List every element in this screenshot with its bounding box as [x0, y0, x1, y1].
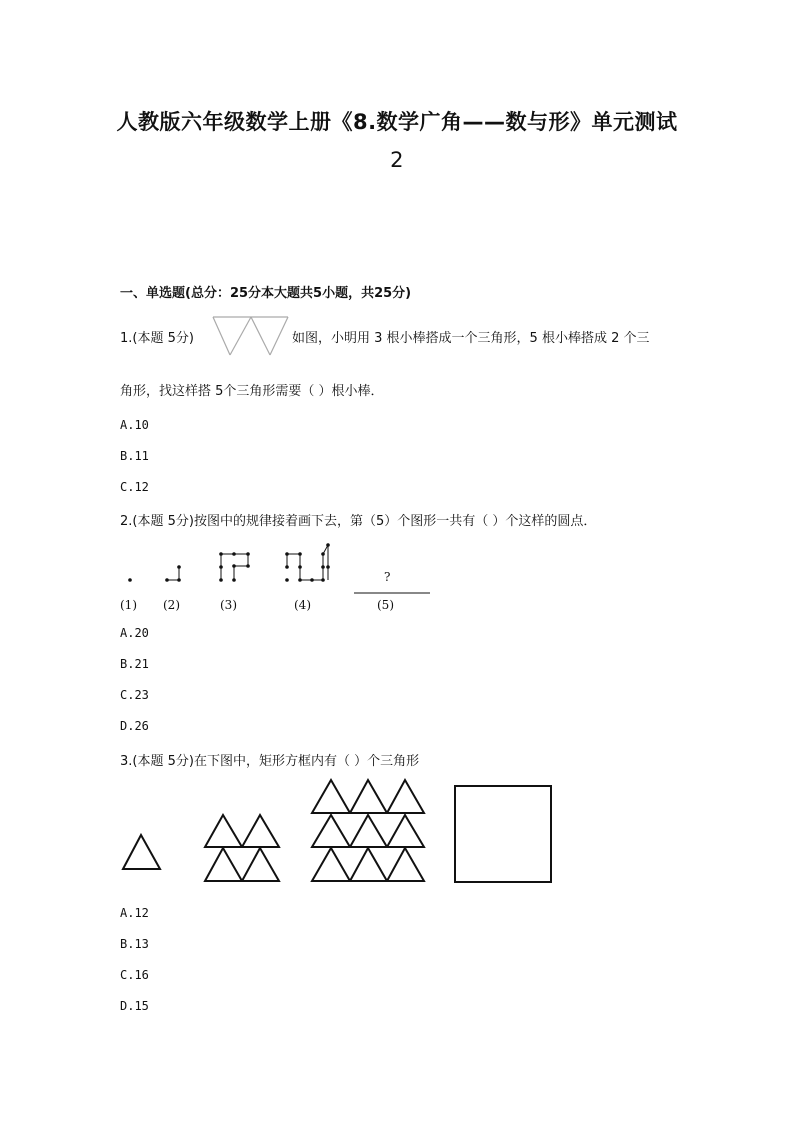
- question-2-text: 2.(本题 5分)按图中的规律接着画下去，第（5）个图形一共有（ ）个这样的圆点．: [120, 514, 597, 529]
- q1-option-a[interactable]: A.10: [120, 418, 149, 432]
- q2-figure-label-4: (4): [294, 598, 311, 612]
- q2-figure-label-5: (5): [377, 598, 394, 612]
- q3-option-a[interactable]: A.12: [120, 906, 149, 920]
- q1-option-b[interactable]: B.11: [120, 449, 149, 463]
- q2-option-c[interactable]: C.23: [120, 688, 149, 702]
- q2-figure-label-3: (3): [220, 598, 237, 612]
- question-1-prefix: 1.(本题 5分): [120, 331, 194, 346]
- question-1-text: 如图，小明用 3 根小棒搭成一个三角形，5 根小棒搭成 2 个三: [292, 331, 650, 346]
- q2-option-a[interactable]: A.20: [120, 626, 149, 640]
- q2-figure-label-2: (2): [163, 598, 180, 612]
- q2-figure-label-1: (1): [120, 598, 137, 612]
- q1-option-c[interactable]: C.12: [120, 480, 149, 494]
- document-title-suffix: 2: [390, 148, 404, 172]
- q2-question-mark: ?: [384, 570, 391, 584]
- q3-triangle-pattern-figure: [115, 775, 560, 887]
- q3-option-d[interactable]: D.15: [120, 999, 149, 1013]
- q2-option-b[interactable]: B.21: [120, 657, 149, 671]
- question-3-text: 3.(本题 5分)在下图中，矩形方框内有（ ）个三角形: [120, 754, 420, 769]
- q2-option-d[interactable]: D.26: [120, 719, 149, 733]
- q3-option-b[interactable]: B.13: [120, 937, 149, 951]
- section-heading: 一、单选题(总分：25分本大题共5小题，共25分): [120, 286, 412, 301]
- q3-option-c[interactable]: C.16: [120, 968, 149, 982]
- question-1-text-line2: 角形，找这样搭 5个三角形需要（ ）根小棒．: [120, 384, 384, 399]
- q1-triangles-figure: [210, 315, 288, 357]
- document-title: 人教版六年级数学上册《8.数学广角——数与形》单元测试: [116, 110, 678, 134]
